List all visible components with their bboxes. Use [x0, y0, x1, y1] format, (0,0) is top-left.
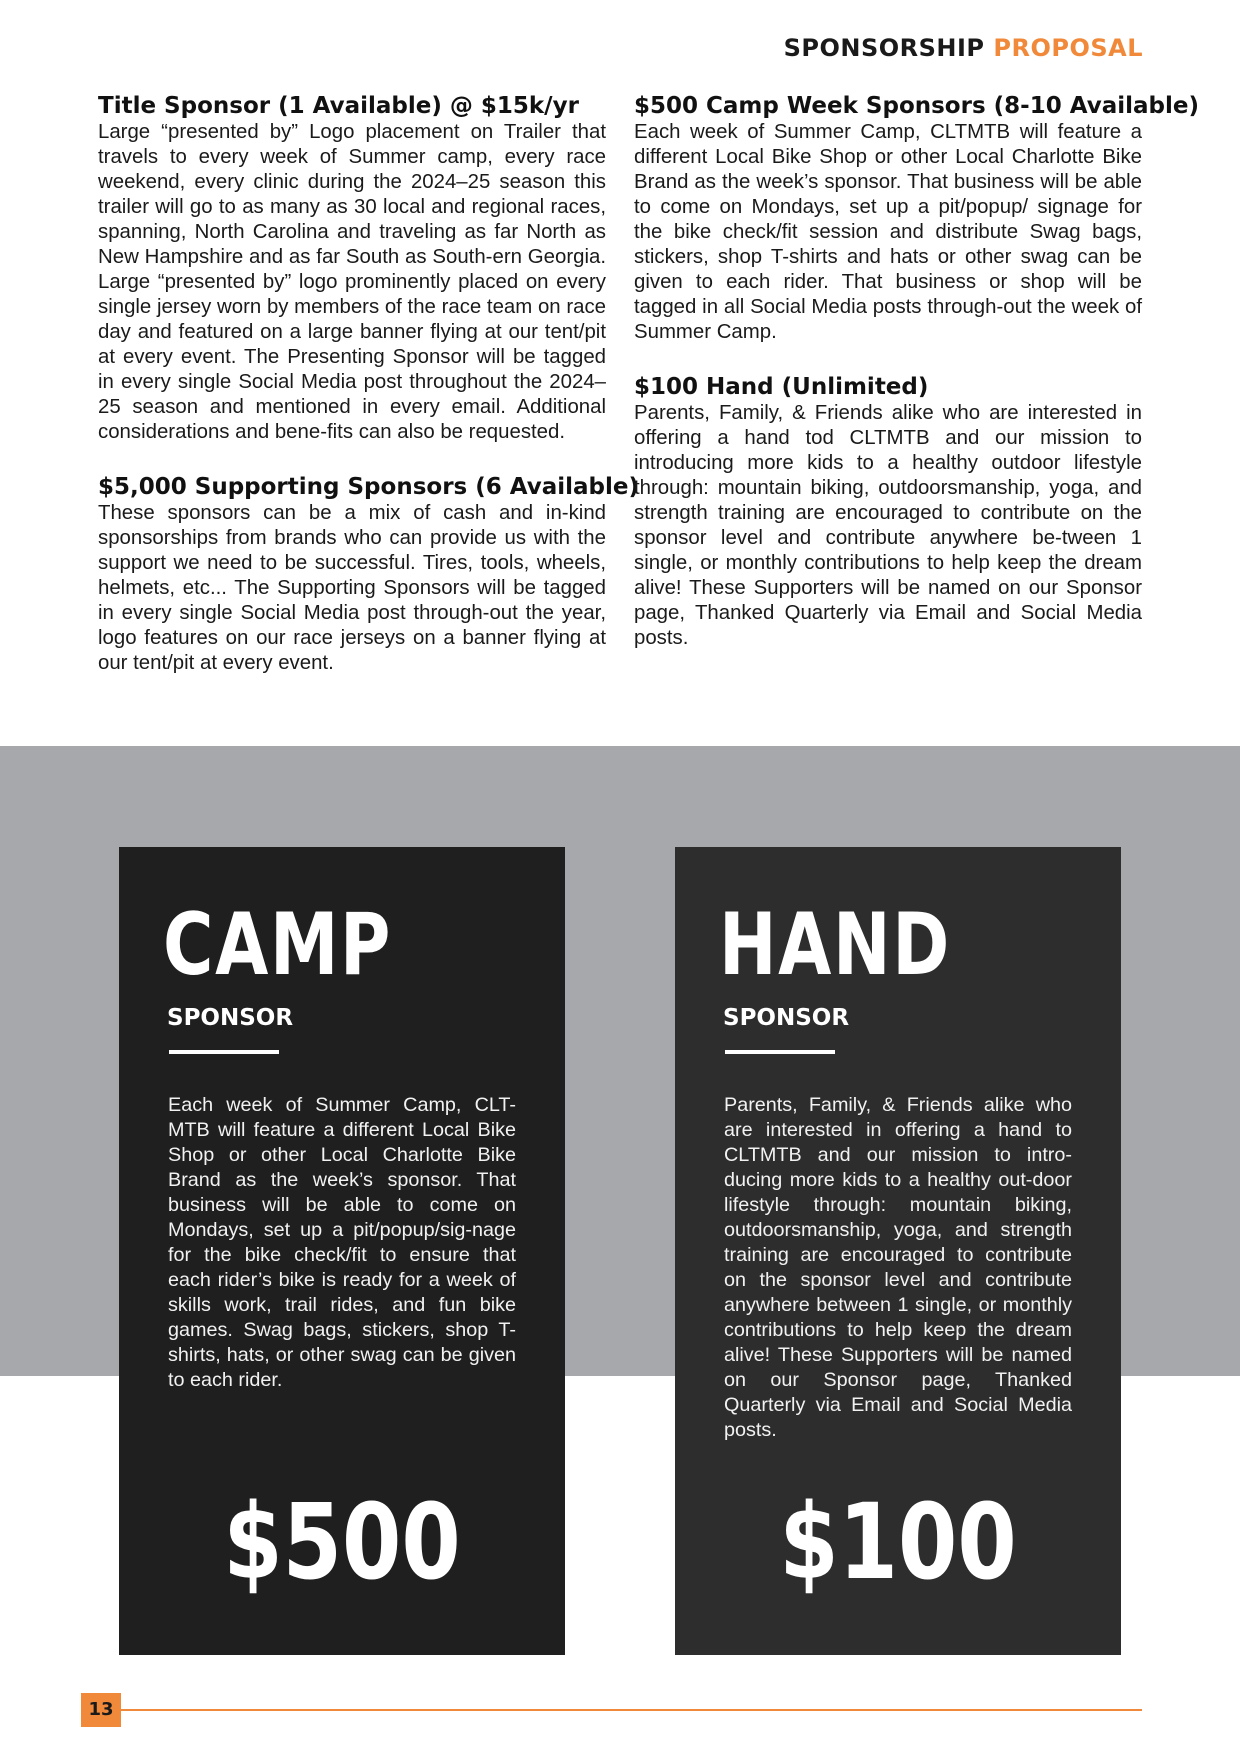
page-number: 13	[81, 1693, 121, 1727]
camp-card-divider	[169, 1050, 279, 1054]
supporting-sponsors-heading: $5,000 Supporting Sponsors (6 Available)	[98, 474, 639, 500]
right-column	[634, 92, 1199, 679]
hand-body: Parents, Family, & Friends alike who are interested in offering a hand tod CLTMTB and our mission to introducing more kids to a healthy outdoor lifestyle through: mountain biking, outdoorsmanship, yoga, and strength training are encouraged to contribute on the sponsor level and contribute anywhere be-tween 1 single, or monthly contributions to help keep the dream alive! These Supporters will be named on our Sponsor page, Thanked Quarterly via Email and Social Media posts.	[634, 402, 1142, 649]
hand-card-title: HAND	[719, 895, 951, 995]
title-sponsor-body: Large “presented by” Logo placement on Trailer that travels to every week of Summer camp, every race weekend, every clinic during the 2024–25 season this trailer will go to as many as 30 local and regional races, spanning, North Carolina and traveling as far North as New Hampshire and as far South as South-ern Georgia. Large “presented by” logo prominently placed on every single jersey worn by members of the race team on race day and featured on a large banner flying at our tent/pit at every event. The Presenting Sponsor will be tagged in every single Social Media post throughout the 2024–25 season and mentioned in every email. Additional considerations and bene-fits can also be requested.	[98, 121, 606, 443]
camp-card-subtitle: SPONSOR	[167, 1005, 294, 1031]
hand-card-divider	[725, 1050, 835, 1054]
camp-week-body: Each week of Summer Camp, CLTMTB will feature a different Local Bike Shop or other Local Charlotte Bike Brand as the week’s sponsor. That business will be able to come on Mondays, set up a pit/popup/ signage for the bike check/fit session and distribute Swag bags, stickers, shop T-shirts and hats or other swag can be given to each rider. That business or shop will be tagged in all Social Media posts through-out the week of Summer Camp.	[634, 121, 1142, 343]
header-word-sponsorship: SPONSORSHIP	[783, 34, 985, 62]
title-sponsor-section	[98, 92, 606, 445]
camp-card-price: $500	[223, 1481, 461, 1603]
hand-heading: $100 Hand (Unlimited)	[634, 374, 929, 400]
supporting-sponsors-section	[98, 473, 639, 676]
supporting-sponsors-body: These sponsors can be a mix of cash and in-kind sponsorships from brands who can provide us with the support we need to be successful. Tires, tools, wheels, helmets, etc... The Supporting Sponsors will be tagged in every single Social Media post through-out the year, logo features on our race jerseys on a banner flying at our tent/pit at every event.	[98, 502, 606, 674]
header-word-proposal: PROPOSAL	[993, 34, 1143, 62]
camp-week-heading: $500 Camp Week Sponsors (8-10 Available)	[634, 93, 1199, 119]
camp-week-section	[634, 92, 1199, 345]
page-header	[784, 34, 1143, 62]
camp-sponsor-card	[119, 847, 565, 1655]
hand-card-subtitle: SPONSOR	[723, 1005, 850, 1031]
footer-rule	[121, 1709, 1142, 1711]
camp-card-description: Each week of Summer Camp, CLT-MTB will feature a different Local Bike Shop or other Local Charlotte Bike Brand as the week’s sponsor. That business will be able to come on Mondays, set up a pit/popup/sig-nage for the bike check/fit to ensure that each rider’s bike is ready for a week of skills work, trail rides, and fun bike games. Swag bags, stickers, shop T-shirts, hats, or other swag can be given to each rider.	[168, 1094, 516, 1391]
hand-card-price: $100	[779, 1481, 1017, 1603]
camp-card-title: CAMP	[163, 895, 393, 995]
hand-card-description: Parents, Family, & Friends alike who are interested in offering a hand to CLTMTB and our mission to intro-ducing more kids to a healthy out-door lifestyle through: mountain biking, outdoorsmanship, yoga, and strength training are encouraged to contribute on the sponsor level and contribute anywhere between 1 single, or monthly contributions to help keep the dream alive! These Supporters will be named on our Sponsor page, Thanked Quarterly via Email and Social Media posts.	[724, 1094, 1072, 1441]
hand-section	[634, 373, 1142, 651]
left-column	[98, 92, 639, 704]
title-sponsor-heading: Title Sponsor (1 Available) @ $15k/yr	[98, 93, 579, 119]
hand-sponsor-card	[675, 847, 1121, 1655]
